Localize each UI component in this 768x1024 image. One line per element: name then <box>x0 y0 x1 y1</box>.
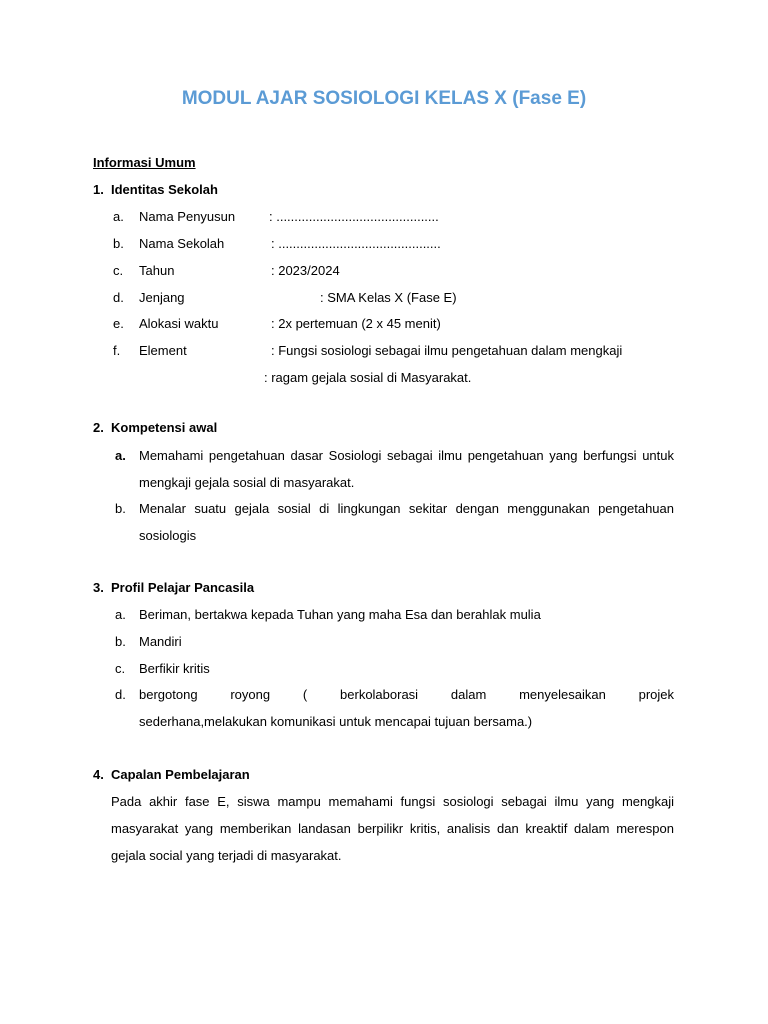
identitas-label-tahun: Tahun <box>139 263 175 278</box>
document-title: MODUL AJAR SOSIOLOGI KELAS X (Fase E) <box>181 88 587 109</box>
profil-item-a: Beriman, bertakwa kepada Tuhan yang maha Esa dan berahlak mulia <box>139 607 541 622</box>
capaian-paragraph: Pada akhir fase E, siswa mampu memahami fungsi sosiologi sebagai ilmu yang mengkaji masyarakat yang memberikan landasan berpilikr kritis, analisis dan kreaktif dalam merespon gejala social yang terjadi di masyarakat. <box>111 794 674 863</box>
profil-marker-d: d. <box>115 687 126 702</box>
kompetensi-marker-b: b. <box>115 501 126 516</box>
profil-marker-b: b. <box>115 634 126 649</box>
profil-marker-c: c. <box>115 661 126 676</box>
kompetensi-item-a: Memahami pengetahuan dasar Sosiologi sebagai ilmu pengetahuan yang berfungsi untuk mengkaji gejala sosial di masyarakat. <box>139 448 674 490</box>
section-3-number: 3. <box>93 580 104 595</box>
identitas-label-alokasi-waktu: Alokasi waktu <box>139 316 219 331</box>
info-heading: Informasi Umum <box>93 155 196 170</box>
identitas-label-nama-penyusun: Nama Penyusun <box>139 209 236 224</box>
identitas-marker-f: f. <box>113 343 121 358</box>
identitas-element-continuation: : ragam gejala sosial di Masyarakat. <box>264 370 472 385</box>
identitas-marker-c: c. <box>113 263 124 278</box>
identitas-value-element: : Fungsi sosiologi sebagai ilmu pengetahuan dalam mengkaji <box>271 343 623 358</box>
identitas-marker-e: e. <box>113 316 124 331</box>
kompetensi-item-b: Menalar suatu gejala sosial di lingkungan sekitar dengan menggunakan pengetahuan sosiologis <box>139 501 674 543</box>
identitas-value-jenjang: : SMA Kelas X (Fase E) <box>320 290 457 305</box>
identitas-label-element: Element <box>139 343 187 358</box>
identitas-value-nama-penyusun: : ............................................. <box>269 209 439 224</box>
section-1-heading: Identitas Sekolah <box>111 182 218 197</box>
identitas-label-jenjang: Jenjang <box>139 290 185 305</box>
profil-item-d-line-1: bergotong royong ( berkolaborasi dalam menyelesaikan projek <box>139 687 674 702</box>
identitas-value-alokasi-waktu: : 2x pertemuan (2 x 45 menit) <box>271 316 441 331</box>
identitas-marker-b: b. <box>113 236 124 251</box>
identitas-marker-a: a. <box>113 209 124 224</box>
profil-item-c: Berfikir kritis <box>139 661 210 676</box>
section-1-number: 1. <box>93 182 104 197</box>
identitas-marker-d: d. <box>113 290 124 305</box>
profil-item-b: Mandiri <box>139 634 182 649</box>
section-2-number: 2. <box>93 420 104 435</box>
profil-item-d-line-2: sederhana,melakukan komunikasi untuk mencapai tujuan bersama.) <box>139 714 533 729</box>
identitas-label-nama-sekolah: Nama Sekolah <box>139 236 225 251</box>
identitas-value-tahun: : 2023/2024 <box>271 263 340 278</box>
section-2-heading: Kompetensi awal <box>111 420 218 435</box>
section-4-number: 4. <box>93 767 104 782</box>
profil-marker-a: a. <box>115 607 126 622</box>
identitas-value-nama-sekolah: : ............................................. <box>271 236 441 251</box>
section-4-heading: Capalan Pembelajaran <box>111 767 250 782</box>
section-3-heading: Profil Pelajar Pancasila <box>111 580 255 595</box>
kompetensi-marker-a: a. <box>115 448 126 463</box>
